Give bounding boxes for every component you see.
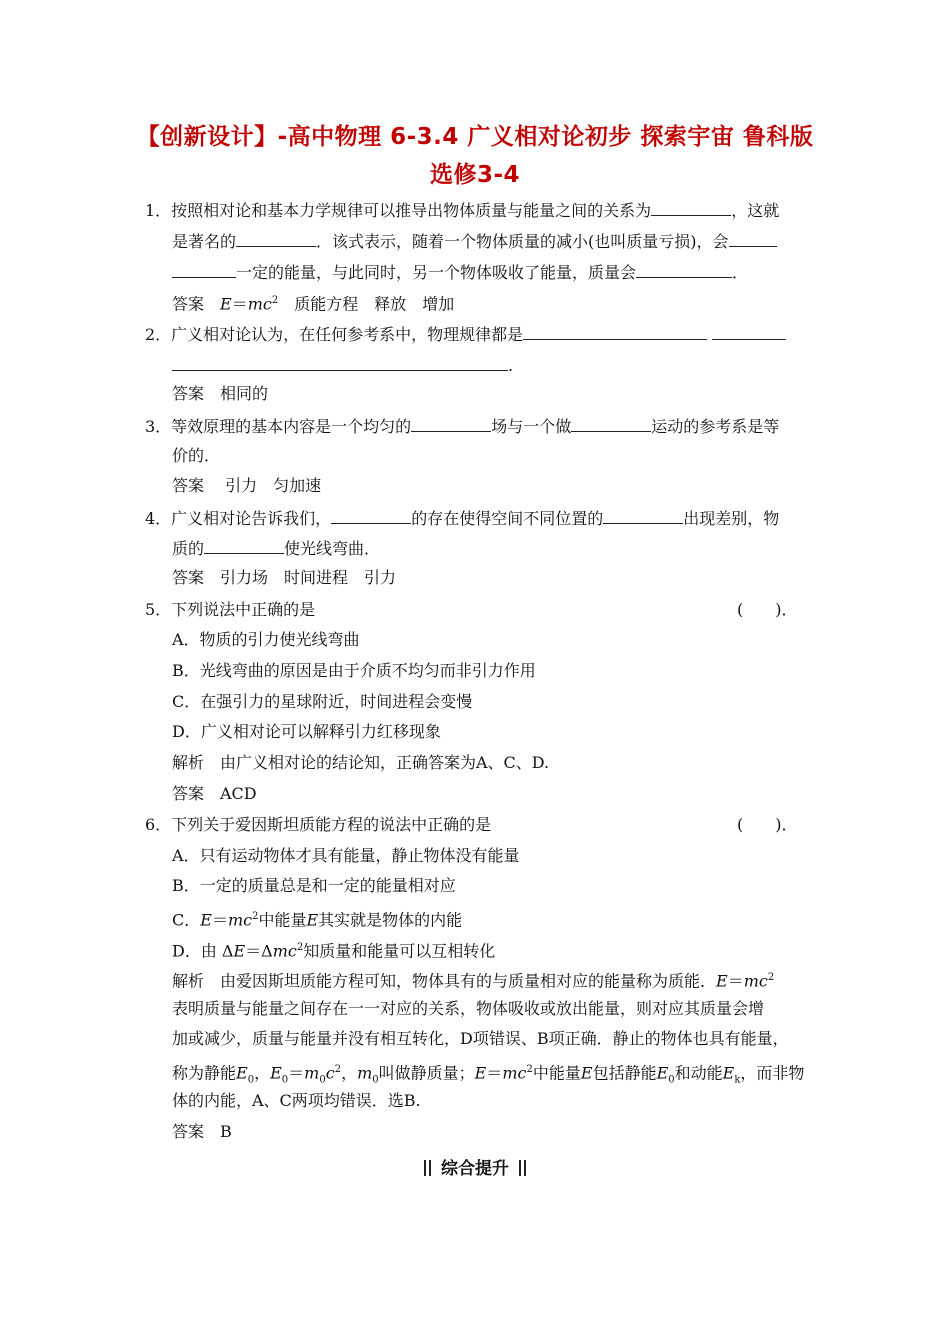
q6-analysis-line5: 体的内能，A、C两项均错误．选B.	[172, 1091, 421, 1110]
q1-answer: 答案 $E=mc^2$ 质能方程 释放 增加	[172, 294, 455, 314]
q1-line2: 是著名的 ．该式表示，随着一个物体质量的减小(也叫质量亏损)，会	[172, 231, 777, 252]
q3-line2: 价的．	[172, 446, 221, 465]
q5-analysis: 解析 由广义相对论的结论知，正确答案为A、C、D.	[172, 753, 550, 772]
q6-option-c: C．$E=mc^2$中能量E其实就是物体的内能	[172, 910, 463, 930]
q5-stem: 5．下列说法中正确的是	[145, 600, 316, 619]
q5-answer: 答案 ACD	[172, 784, 257, 803]
q4-line1: 4．广义相对论告诉我们， 的存在使得空间不同位置的 出现差别，物	[145, 509, 780, 528]
q4-line2: 质的 使光线弯曲．	[172, 539, 381, 558]
q5-option-b: B．光线弯曲的原因是由于介质不均匀而非引力作用	[172, 661, 536, 680]
q2-line2: .	[172, 355, 513, 376]
q3-line1: 3．等效原理的基本内容是一个均匀的 场与一个做 运动的参考系是等	[145, 417, 780, 436]
q5-answer-paren: ( )．	[737, 600, 798, 619]
q6-analysis-line1: 解析 由爱因斯坦质能方程可知，物体具有的与质量相对应的能量称为质能．$E=mc^2$	[172, 971, 775, 991]
q6-option-b: B．一定的质量总是和一定的能量相对应	[172, 876, 456, 895]
q6-stem: 6．下列关于爱因斯坦质能方程的说法中正确的是	[145, 815, 492, 834]
q6-analysis-line4: 称为静能$E_0$，$E_0=m_0c^2$，$m_0$叫做静质量；$E=mc^2$中能量E包括静能$E_0$和动能$E_k$，而非物	[172, 1063, 805, 1086]
q6-answer-paren: ( )．	[737, 815, 798, 834]
q3-answer: 答案 引力 匀加速	[172, 476, 322, 495]
q1-line1: 1．按照相对论和基本力学规律可以推导出物体质量与能量之间的关系为 ，这就	[145, 201, 780, 220]
q6-option-d: D．由 ΔE＝Δmc$^2$知质量和能量可以互相转化	[172, 941, 496, 961]
q2-answer: 答案 相同的	[172, 384, 269, 403]
q5-option-a: A．物质的引力使光线弯曲	[172, 630, 360, 649]
q2-line1: 2．广义相对论认为，在任何参考系中，物理规律都是	[145, 324, 786, 345]
q5-option-c: C．在强引力的星球附近，时间进程会变慢	[172, 692, 473, 711]
q6-analysis-line3: 加或减少，质量与能量并没有相互转化，D项错误、B项正确．静止的物体也具有能量，	[172, 1029, 789, 1048]
q6-option-a: A．只有运动物体才具有能量，静止物体没有能量	[172, 846, 520, 865]
bar-left	[424, 1160, 431, 1176]
q6-answer: 答案 B	[172, 1122, 232, 1141]
q4-answer: 答案 引力场 时间进程 引力	[172, 568, 397, 587]
section-heading: 综合提升	[0, 1154, 950, 1179]
q5-option-d: D．广义相对论可以解释引力红移现象	[172, 722, 441, 741]
document-title: 【创新设计】-高中物理 6-3.4 广义相对论初步 探索宇宙 鲁科版	[136, 124, 814, 150]
document-subtitle: 选修3-4	[429, 162, 521, 188]
bar-right	[519, 1160, 526, 1176]
q1-line3: 一定的能量，与此同时，另一个物体吸收了能量，质量会 ．	[172, 262, 748, 283]
q6-analysis-line2: 表明质量与能量之间存在一一对应的关系，物体吸收或放出能量，则对应其质量会增	[172, 999, 765, 1018]
